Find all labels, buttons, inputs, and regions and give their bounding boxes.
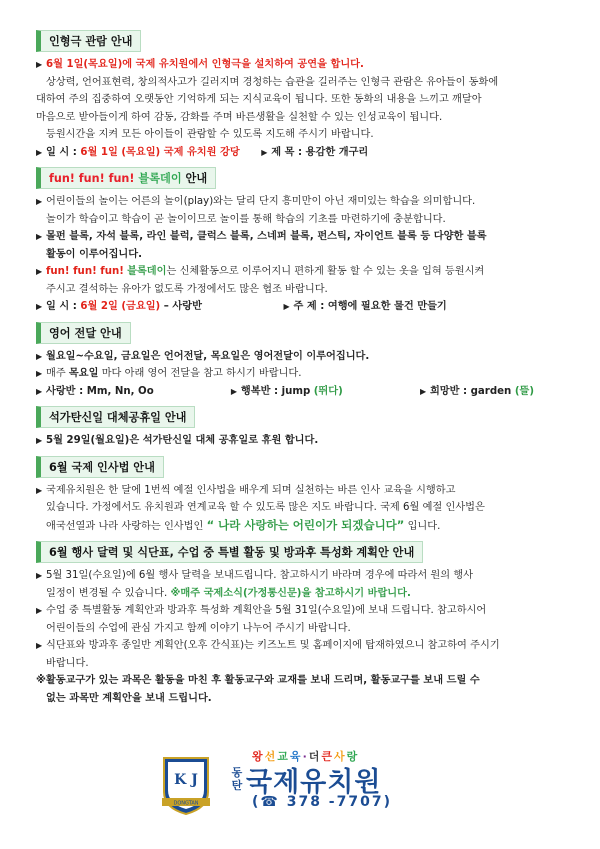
triangle-right-icon: ▶ xyxy=(36,485,43,495)
section-title: fun! fun! fun! 블록데이 안내 xyxy=(36,167,216,189)
section-block-day: fun! fun! fun! 블록데이 안내 ▶ 어린이들의 놀이는 어른의 놀이(play)와는 달리 단지 흥미만이 아닌 재미있는 학습을 의미합니다. 놀이가 학습이고 학습이 곧 놀이이므로 놀이를 통해 학습의 기초를 마련하기에 충분합니다. ▶ 몰펀 블록, 자석 블록, 라인 블럭, 클럭스 블록, 스네퍼 블록, 펀스틱, 자이언트 블록 등 다양한 블록 활동이 이루어집니다. ▶ fun! fun! fun! 블록데이는 신체활동으로 이루어지니 편하게 활동 할 수 있는 옷을 입혀 등원시켜 주시고 결석하는 유아가 없도록 가정에서도 많은 협조 바랍니다. ▶ 일 시 : 6월 2일 (금요일) – 사랑반 ▶ 주 제 : 여행에 필요한 물건 만들기 xyxy=(36,167,564,316)
triangle-right-icon: ▶ xyxy=(36,267,43,276)
triangle-right-icon: ▶ xyxy=(36,197,43,206)
school-name: 국제유치원 xyxy=(246,767,382,798)
section-title: 인형극 관람 안내 xyxy=(36,30,141,52)
triangle-right-icon: ▶ xyxy=(36,571,43,580)
triangle-right-icon: ▶ xyxy=(36,147,43,157)
section-title: 석가탄신일 대체공휴일 안내 xyxy=(36,406,195,428)
logo-letters: K J xyxy=(174,772,198,788)
section-puppet-show: 인형극 관람 안내 ▶ 6월 1일(목요일)에 국제 유치원에서 인형극을 설치하여 공연을 합니다. 상상력, 언어표현력, 창의적사고가 길러지며 경청하는 습관을 길러주는 인형극 관람은 유아들이 동화에 대하여 주의 집중하여 오랫동안 기억하게 되는 지식교육이 됩니다. 또한 동화의 내용을 느끼고 깨달아 마음으로 받아들이게 하여 감동, 감화를 주며 바른생활을 실천할 수 있는 인성교육이 됩니다. 등원시간을 지켜 모든 아이들이 관람할 수 있도록 지도해 주시기 바랍니다. ▶ 일 시 : 6월 1일 (목요일) 국제 유치원 강당 ▶ 제 목 : 용감한 개구리 xyxy=(36,30,564,161)
section-english: 영어 전달 안내 ▶ 월요일~수요일, 금요일은 언어전달, 목요일은 영어전달이 이루어집니다. ▶ 매주 목요일 마다 아래 영어 전달을 참고 하시기 바랍니다. ▶ 사랑반 : Mm, Nn, Oo ▶ 행복반 : jump (뛰다) ▶ 희망반 : garden (뜰) xyxy=(36,322,564,401)
triangle-right-icon: ▶ xyxy=(36,60,43,69)
triangle-right-icon: ▶ xyxy=(36,641,43,650)
triangle-right-icon: ▶ xyxy=(36,436,43,445)
section-title: 영어 전달 안내 xyxy=(36,322,131,344)
school-slogan: 왕선교육·더큰사랑 xyxy=(252,750,360,763)
section-june-events: 6월 행사 달력 및 식단표, 수업 중 특별 활동 및 방과후 특성화 계획안 안내 ▶ 5월 31일(수요일)에 6월 행사 달력을 보내드립니다. 참고하시기 바라며 경우에 따라서 원의 행사 일정이 변경될 수 있습니다. ※매주 국제소식(가정통신문)을 참고하시기 바랍니다. ▶ 수업 중 특별활동 계획안과 방과후 특성화 계획안을 5월 31일(수요일)에 보내 드립니다. 참고하시어 어린이들의 수업에 관심 가지고 함께 이야기 나누어 주시기 바랍니다. ▶ 식단표와 방과후 종일반 계획안(오후 간식표)는 키즈노트 및 홈페이지에 탑재하였으니 참고하여 주시기 바랍니다. ※활동교구가 있는 과목은 활동을 마친 후 활동교구와 교재를 보내 드리며, 활동교구를 보내 드릴 수 없는 과목만 계획안을 보내 드립니다. xyxy=(36,541,564,707)
logo-band: DONGTAN xyxy=(173,800,199,807)
section-greeting: 6월 국제 인사법 안내 ▶ 국제유치원은 한 달에 1번씩 예절 인사법을 배우게 되며 실천하는 바른 인사 교육을 시행하고 있습니다. 가정에서도 유치원과 연계교육 할 수 있도록 많은 지도 바랍니다. 국제 6월 예절 인사법은 애국선열과 나라 사랑하는 인사법인 “ 나라 사랑하는 어린이가 되겠습니다” 입니다. xyxy=(36,456,564,536)
triangle-right-icon: ▶ xyxy=(36,369,43,378)
section-holiday: 석가탄신일 대체공휴일 안내 ▶ 5월 29일(월요일)은 석가탄신일 대체 공휴일로 휴원 합니다. xyxy=(36,406,564,450)
triangle-right-icon: ▶ xyxy=(36,386,43,396)
triangle-right-icon: ▶ xyxy=(261,147,268,157)
triangle-right-icon: ▶ xyxy=(36,232,43,241)
triangle-right-icon: ▶ xyxy=(419,386,427,396)
triangle-right-icon: ▶ xyxy=(230,386,238,396)
triangle-right-icon: ▶ xyxy=(36,302,43,311)
school-phone: (☎ 378 -7707) xyxy=(252,794,392,810)
school-logo-icon xyxy=(160,754,212,816)
section-title: 6월 행사 달력 및 식단표, 수업 중 특별 활동 및 방과후 특성화 계획안 안내 xyxy=(36,541,423,563)
triangle-right-icon: ▶ xyxy=(283,302,290,311)
triangle-right-icon: ▶ xyxy=(36,351,43,361)
school-footer xyxy=(160,748,440,818)
section-title: 6월 국제 인사법 안내 xyxy=(36,456,164,478)
school-location: 동 탄 xyxy=(231,766,243,792)
triangle-right-icon: ▶ xyxy=(36,606,43,615)
english-class-row: ▶ 사랑반 : Mm, Nn, Oo ▶ 행복반 : jump (뛰다) ▶ 희망반 : garden (뜰) xyxy=(36,383,564,401)
